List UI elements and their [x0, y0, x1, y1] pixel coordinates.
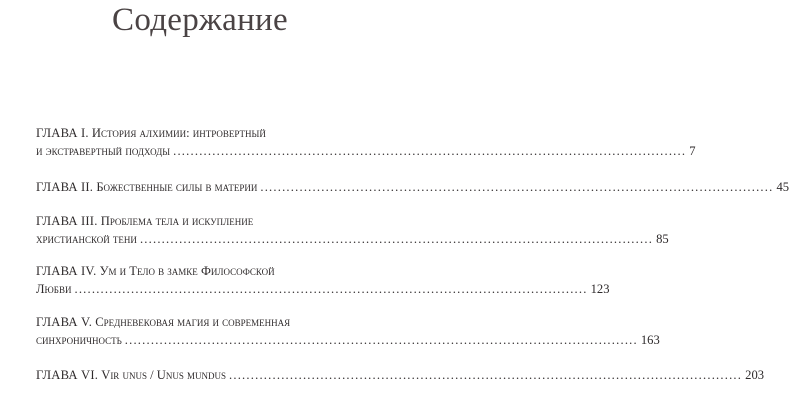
page-number: 203: [745, 368, 765, 382]
chapter-title-line-2: и экстравертный подходы: [36, 144, 171, 158]
page-number: 45: [776, 180, 789, 194]
toc-entry-chapter-4[interactable]: [36, 262, 610, 298]
dot-leader: ......................................................................................................................: [229, 368, 743, 382]
page-title: Содержание: [112, 2, 288, 38]
chapter-number: ГЛАВА V.: [36, 315, 93, 329]
chapter-title-line-1: Божественные силы в материи: [96, 180, 258, 194]
chapter-title-line-1: Vir unus / Unus mundus: [101, 368, 227, 382]
chapter-number: ГЛАВА III.: [36, 214, 98, 228]
chapter-number: ГЛАВА II.: [36, 180, 94, 194]
chapter-title-line-1: Средневековая магия и современная: [95, 315, 291, 329]
chapter-number: ГЛАВА VI.: [36, 368, 99, 382]
dot-leader: ......................................................................................................................: [260, 180, 774, 194]
dot-leader: ......................................................................................................................: [139, 232, 654, 246]
chapter-title-line-2: синхроничность: [36, 333, 122, 347]
page-number: 85: [656, 232, 669, 246]
toc-entry-chapter-3[interactable]: [36, 212, 669, 248]
page-number: 7: [689, 144, 696, 158]
page-number: 123: [590, 282, 610, 296]
chapter-title-line-1: Проблема тела и искупление: [100, 214, 254, 228]
chapter-number: ГЛАВА IV.: [36, 264, 97, 278]
toc-entry-chapter-2[interactable]: [36, 178, 789, 196]
table-of-contents: [36, 124, 789, 384]
dot-leader: ......................................................................................................................: [124, 333, 638, 347]
chapter-title-line-2: Любви: [36, 282, 72, 296]
chapter-title-line-1: Ум и Тело в замке Философской: [99, 264, 275, 278]
toc-entry-chapter-5[interactable]: [36, 313, 660, 349]
toc-entry-chapter-6[interactable]: [36, 366, 765, 384]
chapter-title-line-1: История алхимии: интровертный: [91, 126, 266, 140]
dot-leader: ......................................................................................................................: [74, 282, 588, 296]
chapter-number: ГЛАВА I.: [36, 126, 89, 140]
chapter-title-line-2: христианской тени: [36, 232, 137, 246]
dot-leader: ......................................................................................................................: [173, 144, 687, 158]
toc-entry-chapter-1[interactable]: [36, 124, 696, 160]
page-number: 163: [640, 333, 660, 347]
